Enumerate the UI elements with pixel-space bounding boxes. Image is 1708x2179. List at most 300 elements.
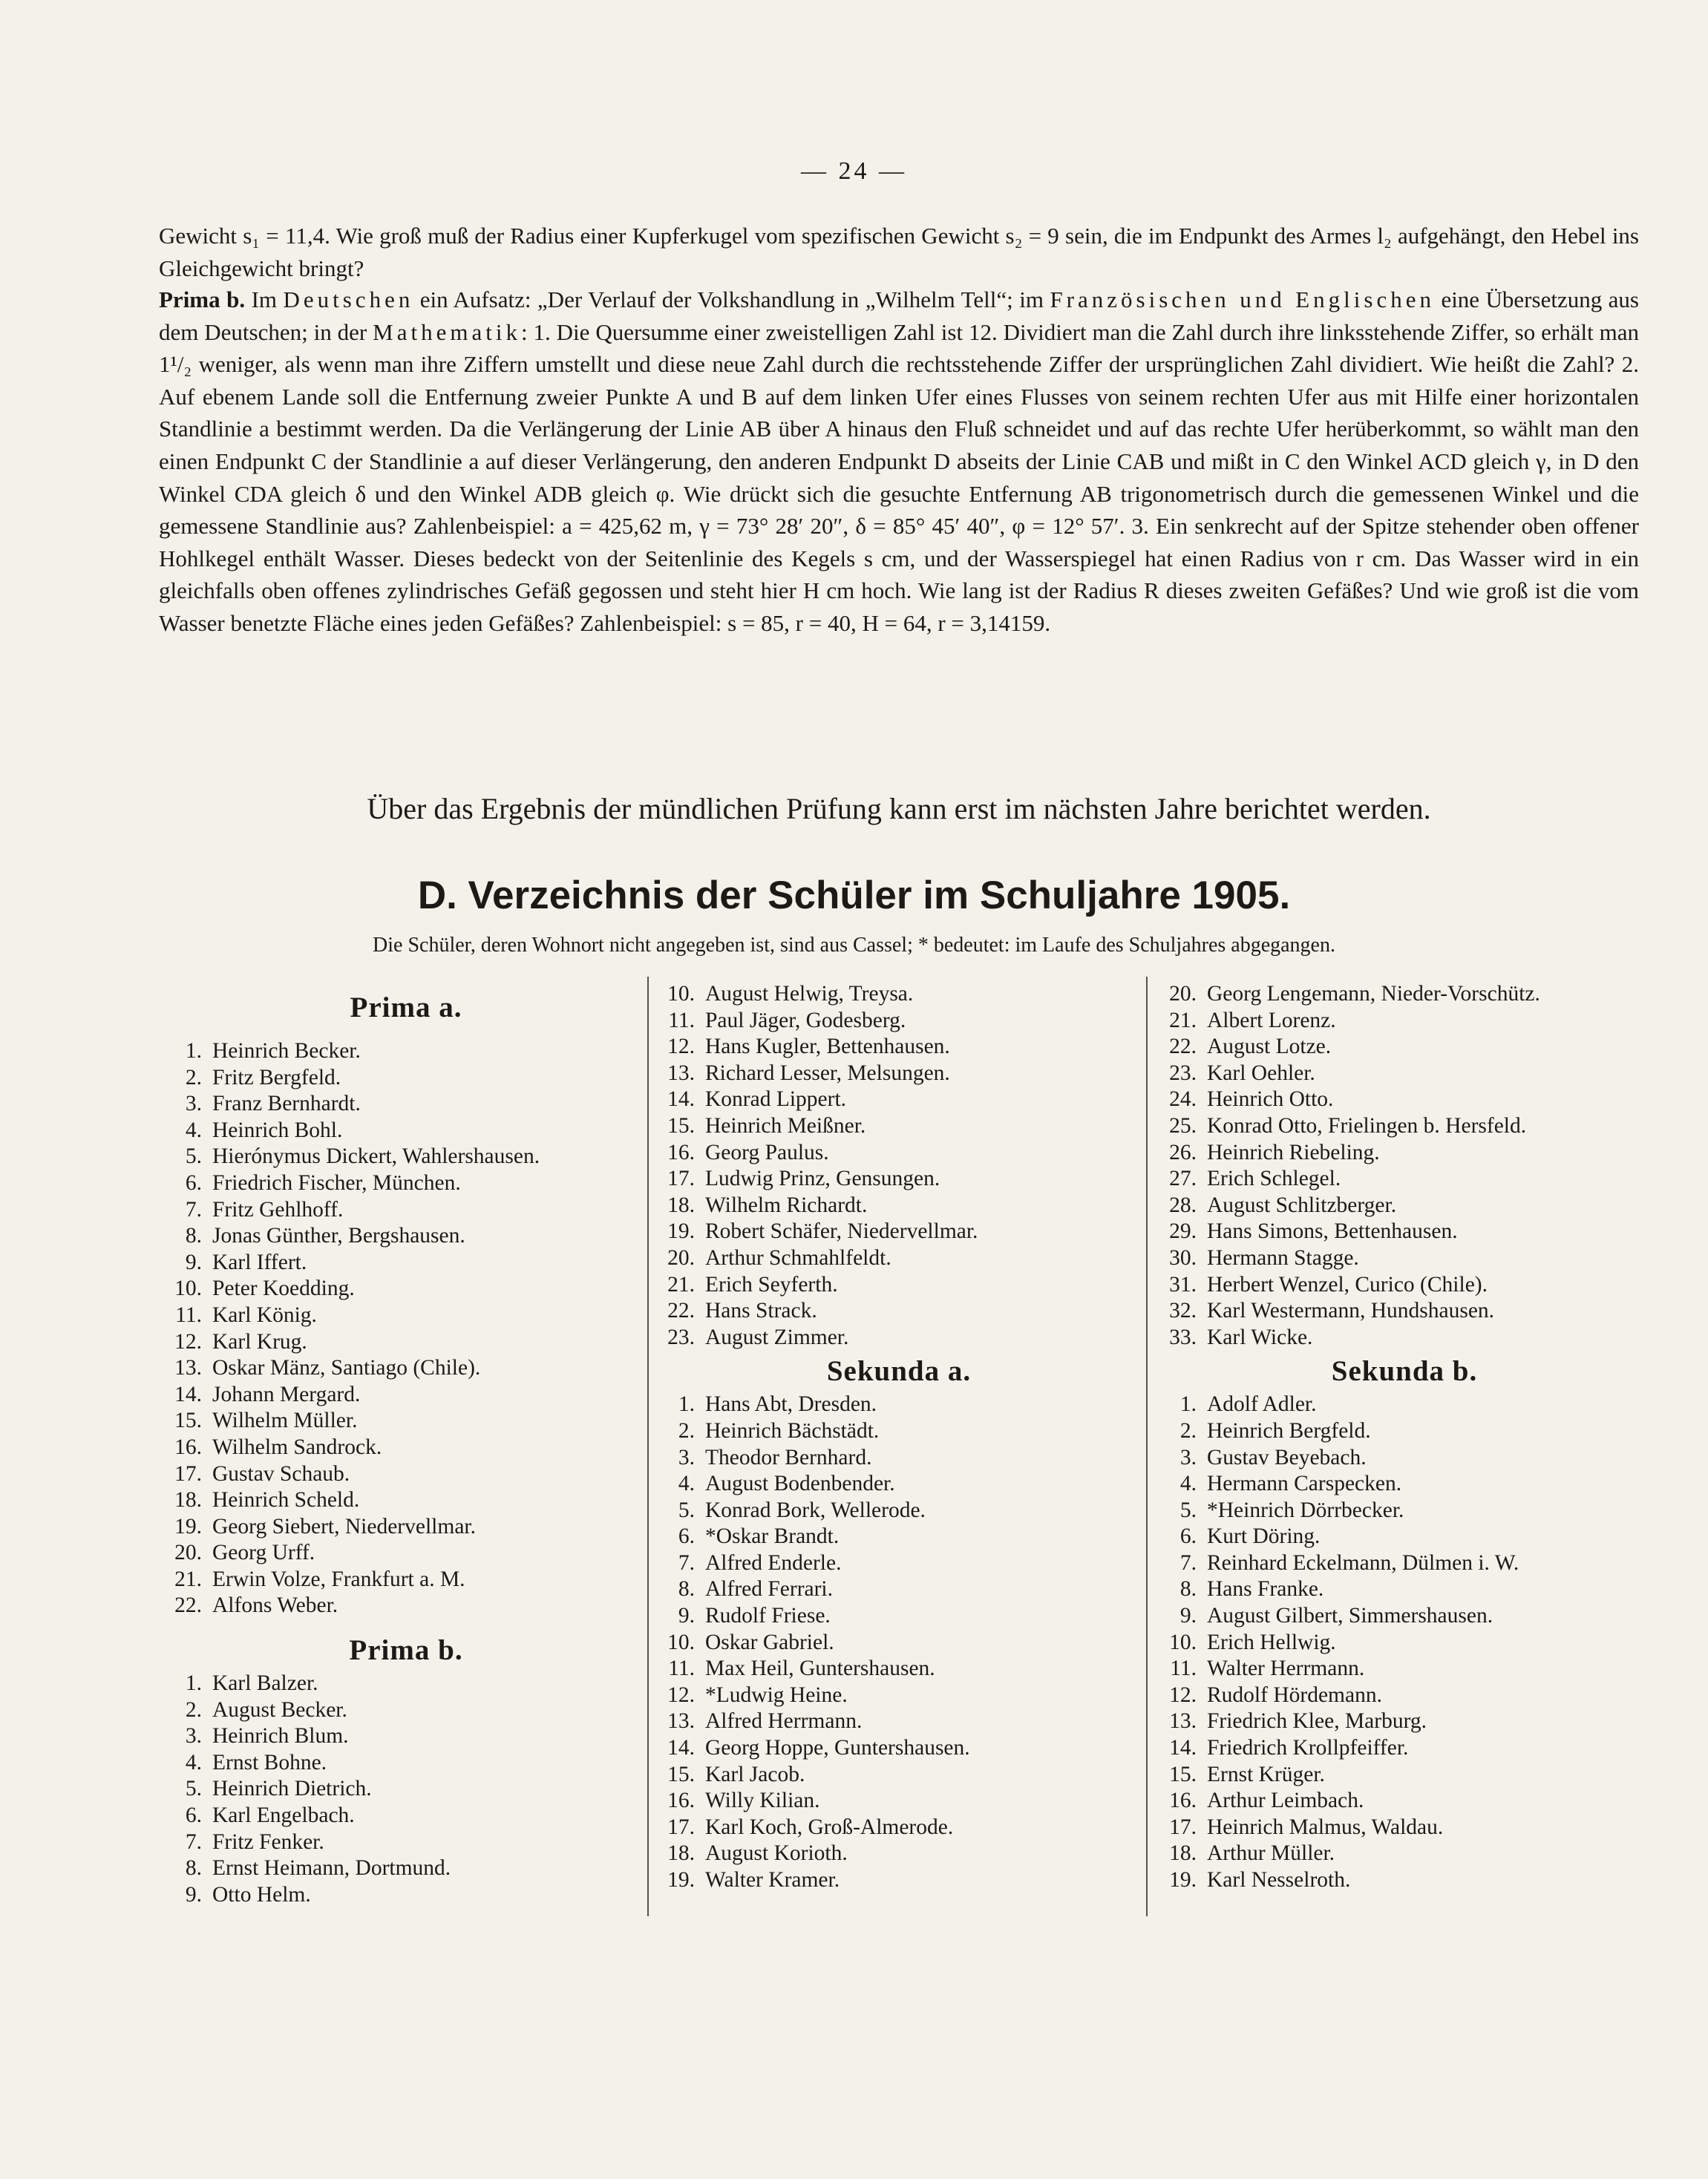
student-name: Richard Lesser, Melsungen. xyxy=(705,1061,950,1085)
student-entry xyxy=(165,1355,647,1382)
student-entry xyxy=(658,981,1140,1008)
student-entry xyxy=(658,1418,1140,1445)
subject-franz-engl: Französischen und Englischen xyxy=(1050,286,1435,312)
paragraph-text: : 1. Die Quersumme einer zweistelligen Zahl ist 12. Dividiert man die Zahl durch ihre linksstehende Ziffer, so erhält man 1¹/₂ weniger, als wenn man ihre Ziffern umstellt und diese neue Zahl durch die rechtsstehende Ziffer der ursprünglichen Zahl dividiert. Wie heißt die Zahl? 2. Auf ebenem Lande soll die Entfernung zweier Punkte A und B auf dem linken Ufer eines Flusses von seinem rechten Ufer aus mit Hilfe einer horizontalen Standlinie a bestimmt werden. Da die Verlängerung der Linie AB über A hinaus den Fluß schneidet und auf das rechte Ufer herüberkommt, so wählt man den einen Endpunkt C der Standlinie a auf dieser Verlängerung, den anderen Endpunkt D abseits der Linie CAB und mißt in C den Winkel ACD gleich γ, in D den Winkel CDA gleich δ und den Winkel ADB gleich φ. Wie drückt sich die gesuchte Entfernung AB trigonometrisch durch die gemessenen Winkel und die gemessene Standlinie aus? Zahlenbeispiel: a = 425,62 m, γ = 73° 28′ 20″, δ = 85° 45′ 40″, φ = 12° 57′. 3. Ein senkrecht auf der Spitze stehender oben offener Hohlkegel enthält Wasser. Dieses bedeckt von der Seitenlinie des Kegels s cm, und der Wasserspiegel hat einen Radius von r cm. Das Wasser wird in ein gleichfalls oben offenes zylindrisches Gefäß gegossen und steht hier H cm hoch. Wie lang ist der Radius R dieses zweiten Gefäßes? Und wie groß ist die vom Wasser benetzte Fläche eines jeden Gefäßes? Zahlenbeispiel: s = 85, r = 40, H = 64, r = 3,14159. xyxy=(159,318,1639,636)
student-entry xyxy=(165,1776,647,1803)
student-entry xyxy=(165,1750,647,1777)
paragraph-text: Im xyxy=(245,286,284,312)
entry-number: 9. xyxy=(1179,1604,1197,1628)
student-name: Heinrich Bergfeld. xyxy=(1207,1418,1371,1443)
student-name: *Ludwig Heine. xyxy=(705,1682,848,1707)
subject-deutsch: Deutschen xyxy=(283,286,414,312)
student-entry xyxy=(1159,1008,1649,1035)
entry-number: 18. xyxy=(667,1193,695,1217)
student-name: Albert Lorenz. xyxy=(1207,1008,1336,1032)
student-name: Robert Schäfer, Niedervellmar. xyxy=(705,1219,978,1244)
student-entry xyxy=(165,1487,647,1514)
entry-number: 33. xyxy=(1169,1325,1197,1349)
column-divider xyxy=(647,977,649,1916)
entry-number: 8. xyxy=(678,1577,695,1602)
student-entry xyxy=(658,1788,1140,1815)
student-entry xyxy=(658,1630,1140,1657)
student-entry xyxy=(658,1682,1140,1709)
student-entry xyxy=(165,1250,647,1277)
entry-number: 4. xyxy=(1179,1472,1197,1496)
student-name: Heinrich Bohl. xyxy=(212,1118,343,1142)
entry-number: 8. xyxy=(185,1224,202,1248)
group-heading-sekunda-b: Sekunda b. xyxy=(1331,1355,1478,1388)
student-entry xyxy=(1159,1193,1649,1219)
student-entry xyxy=(658,1841,1140,1867)
student-name: Ernst Krüger. xyxy=(1207,1762,1325,1786)
student-entry xyxy=(658,1193,1140,1219)
student-name: Friedrich Fischer, München. xyxy=(212,1170,461,1195)
student-entry xyxy=(658,1140,1140,1167)
student-list-sekunda-a-cont xyxy=(1159,981,1649,1351)
entry-number: 16. xyxy=(174,1435,202,1459)
student-name: Reinhard Eckelmann, Dülmen i. W. xyxy=(1207,1550,1519,1575)
student-name: Oskar Gabriel. xyxy=(705,1630,834,1654)
student-entry xyxy=(1159,1445,1649,1472)
entry-number: 23. xyxy=(1169,1061,1197,1085)
student-name: Arthur Leimbach. xyxy=(1207,1789,1364,1813)
exam-paragraph-physics: Gewicht s₁ = 11,4. Wie groß muß der Radius einer Kupferkugel vom spezifischen Gewicht s₂ = 9 sein, die im Endpunkt des Armes l₂ aufgehängt, den Hebel ins Gleichgewicht bringt? xyxy=(159,223,1639,281)
student-entry xyxy=(1159,1166,1649,1193)
paragraph-lead: Prima b. xyxy=(159,286,246,312)
student-entry xyxy=(165,1723,647,1750)
student-entry xyxy=(658,1392,1140,1418)
entry-number: 13. xyxy=(1169,1709,1197,1734)
student-entry xyxy=(1159,1576,1649,1603)
student-entry xyxy=(1159,1034,1649,1061)
student-name: Max Heil, Guntershausen. xyxy=(705,1657,935,1681)
student-name: August Helwig, Treysa. xyxy=(705,982,914,1006)
student-name: Wilhelm Richardt. xyxy=(705,1193,868,1217)
student-entry xyxy=(658,1603,1140,1630)
entry-number: 14. xyxy=(174,1382,202,1406)
student-name: Heinrich Riebeling. xyxy=(1207,1140,1380,1164)
student-name: Hans Franke. xyxy=(1207,1577,1324,1602)
student-list-sekunda-b xyxy=(1159,1392,1649,1893)
entry-number: 20. xyxy=(1169,982,1197,1006)
column-divider xyxy=(1146,977,1148,1916)
student-name: August Becker. xyxy=(212,1697,347,1722)
student-entry xyxy=(165,1697,647,1724)
student-name: Karl Westermann, Hundshausen. xyxy=(1207,1299,1495,1323)
student-entry xyxy=(1159,1735,1649,1762)
student-name: Fritz Fenker. xyxy=(212,1829,324,1854)
student-entry xyxy=(1159,1219,1649,1245)
entry-number: 21. xyxy=(667,1272,695,1297)
entry-number: 5. xyxy=(185,1777,202,1801)
entry-number: 15. xyxy=(1169,1762,1197,1786)
student-name: Willy Kilian. xyxy=(705,1789,820,1813)
student-entry xyxy=(1159,1471,1649,1498)
student-name: August Lotze. xyxy=(1207,1035,1332,1059)
entry-number: 10. xyxy=(174,1277,202,1301)
entry-number: 1. xyxy=(678,1392,695,1417)
group-heading-prima-a: Prima a. xyxy=(350,992,462,1023)
student-name: August Gilbert, Simmershausen. xyxy=(1207,1604,1493,1628)
student-entry xyxy=(165,1435,647,1461)
entry-number: 1. xyxy=(185,1671,202,1696)
student-entry xyxy=(1159,1630,1649,1657)
student-entry xyxy=(658,1550,1140,1577)
student-entry xyxy=(165,1329,647,1356)
entry-number: 12. xyxy=(1169,1682,1197,1707)
student-entry xyxy=(1159,1298,1649,1325)
student-name: August Korioth. xyxy=(705,1841,848,1866)
student-entry xyxy=(165,1276,647,1303)
entry-number: 14. xyxy=(667,1736,695,1760)
student-entry xyxy=(165,1197,647,1224)
student-entry xyxy=(1159,1682,1649,1709)
entry-number: 3. xyxy=(678,1445,695,1469)
student-name: August Schlitzberger. xyxy=(1207,1193,1397,1217)
student-entry xyxy=(1159,1272,1649,1299)
student-name: Alfred Enderle. xyxy=(705,1550,842,1575)
student-entry xyxy=(658,1524,1140,1550)
student-name: Heinrich Otto. xyxy=(1207,1087,1334,1112)
entry-number: 14. xyxy=(667,1087,695,1112)
student-name: Theodor Bernhard. xyxy=(705,1445,872,1469)
student-name: Karl Jacob. xyxy=(705,1762,805,1786)
student-entry xyxy=(1159,1815,1649,1841)
student-entry xyxy=(1159,1061,1649,1087)
entry-number: 6. xyxy=(185,1170,202,1195)
entry-number: 32. xyxy=(1169,1299,1197,1323)
student-name: Georg Siebert, Niedervellmar. xyxy=(212,1514,476,1539)
student-name: Ernst Bohne. xyxy=(212,1750,327,1775)
student-entry xyxy=(658,1245,1140,1272)
entry-number: 2. xyxy=(185,1697,202,1722)
entry-number: 7. xyxy=(185,1829,202,1854)
student-name: Rudolf Friese. xyxy=(705,1604,831,1628)
entry-number: 22. xyxy=(1169,1035,1197,1059)
student-name: Heinrich Malmus, Waldau. xyxy=(1207,1815,1444,1839)
student-entry xyxy=(1159,1325,1649,1351)
student-entry xyxy=(658,1735,1140,1762)
entry-number: 31. xyxy=(1169,1272,1197,1297)
entry-number: 6. xyxy=(185,1803,202,1828)
student-name: Karl Balzer. xyxy=(212,1671,318,1696)
entry-number: 17. xyxy=(174,1461,202,1486)
student-name: Rudolf Hördemann. xyxy=(1207,1682,1382,1707)
student-entry xyxy=(658,1034,1140,1061)
entry-number: 16. xyxy=(667,1789,695,1813)
entry-number: 17. xyxy=(667,1815,695,1839)
entry-number: 5. xyxy=(678,1498,695,1522)
entry-number: 3. xyxy=(185,1092,202,1116)
student-name: Franz Bernhardt. xyxy=(212,1092,361,1116)
entry-number: 10. xyxy=(1169,1630,1197,1654)
student-name: Erich Schlegel. xyxy=(1207,1167,1341,1191)
student-name: Karl Wicke. xyxy=(1207,1325,1313,1349)
paragraph-text: ein Aufsatz: „Der Verlauf der Volkshandlung in „Wilhelm Tell“; im xyxy=(413,286,1050,312)
entry-number: 15. xyxy=(667,1113,695,1138)
student-name: Konrad Lippert. xyxy=(705,1087,847,1112)
student-name: Karl Nesselroth. xyxy=(1207,1868,1351,1892)
entry-number: 5. xyxy=(185,1144,202,1169)
student-entry xyxy=(1159,1550,1649,1577)
student-entry xyxy=(1159,1087,1649,1113)
entry-number: 12. xyxy=(174,1329,202,1354)
entry-number: 20. xyxy=(174,1541,202,1565)
student-name: Johann Mergard. xyxy=(212,1382,361,1406)
student-entry xyxy=(165,1567,647,1593)
student-entry xyxy=(658,1576,1140,1603)
student-entry xyxy=(658,1815,1140,1841)
student-name: Karl Krug. xyxy=(212,1329,307,1354)
student-name: Kurt Döring. xyxy=(1207,1524,1321,1549)
student-name: Fritz Gehlhoff. xyxy=(212,1197,344,1222)
student-entry xyxy=(658,1656,1140,1682)
student-name: Heinrich Bächstädt. xyxy=(705,1418,880,1443)
student-entry xyxy=(1159,1498,1649,1524)
page-number: — 24 — xyxy=(801,157,907,185)
student-entry xyxy=(165,1855,647,1882)
entry-number: 17. xyxy=(1169,1815,1197,1839)
student-name: Paul Jäger, Godesberg. xyxy=(705,1008,906,1032)
entry-number: 23. xyxy=(667,1325,695,1349)
student-name: Herbert Wenzel, Curico (Chile). xyxy=(1207,1272,1488,1297)
entry-number: 5. xyxy=(1179,1498,1197,1522)
student-name: Konrad Otto, Frielingen b. Hersfeld. xyxy=(1207,1113,1527,1138)
student-name: Erwin Volze, Frankfurt a. M. xyxy=(212,1567,465,1591)
student-name: Wilhelm Müller. xyxy=(212,1409,358,1433)
student-entry xyxy=(165,1829,647,1856)
student-name: Arthur Schmahlfeldt. xyxy=(705,1245,891,1270)
student-entry xyxy=(165,1170,647,1197)
student-entry xyxy=(165,1303,647,1329)
student-entry xyxy=(1159,1245,1649,1272)
student-entry xyxy=(1159,1762,1649,1789)
student-name: Walter Kramer. xyxy=(705,1868,840,1892)
student-name: Gustav Beyebach. xyxy=(1207,1445,1367,1469)
student-entry xyxy=(165,1382,647,1409)
entry-number: 11. xyxy=(175,1303,202,1327)
student-name: Jonas Günther, Bergshausen. xyxy=(212,1224,465,1248)
entry-number: 10. xyxy=(667,982,695,1006)
student-name: Karl Oehler. xyxy=(1207,1061,1315,1085)
entry-number: 21. xyxy=(174,1567,202,1591)
student-entry xyxy=(1159,1867,1649,1894)
student-name: Karl Engelbach. xyxy=(212,1803,355,1828)
student-name: Karl König. xyxy=(212,1303,317,1327)
entry-number: 7. xyxy=(185,1197,202,1222)
student-entry xyxy=(658,1325,1140,1351)
student-entry xyxy=(1159,1524,1649,1550)
entry-number: 12. xyxy=(667,1682,695,1707)
entry-number: 2. xyxy=(185,1065,202,1090)
entry-number: 13. xyxy=(174,1356,202,1380)
student-entry xyxy=(1159,1113,1649,1140)
student-entry xyxy=(1159,1140,1649,1167)
student-name: *Heinrich Dörrbecker. xyxy=(1207,1498,1404,1522)
student-list-prima-a xyxy=(165,1038,647,1619)
student-entry xyxy=(165,1514,647,1541)
entry-number: 8. xyxy=(1179,1577,1197,1602)
entry-number: 15. xyxy=(667,1762,695,1786)
subject-mathe: Mathematik xyxy=(373,318,521,345)
student-name: Heinrich Meißner. xyxy=(705,1113,866,1138)
entry-number: 16. xyxy=(667,1140,695,1164)
student-name: Gustav Schaub. xyxy=(212,1461,350,1486)
entry-number: 7. xyxy=(1179,1550,1197,1575)
student-entry xyxy=(658,1061,1140,1087)
student-name: Heinrich Blum. xyxy=(212,1724,349,1749)
entry-number: 1. xyxy=(185,1039,202,1063)
entry-number: 15. xyxy=(174,1409,202,1433)
student-name: Georg Lengemann, Nieder-Vorschütz. xyxy=(1207,982,1540,1006)
group-heading-prima-b: Prima b. xyxy=(349,1634,463,1667)
student-entry xyxy=(165,1882,647,1909)
student-name: August Bodenbender. xyxy=(705,1472,895,1496)
student-entry xyxy=(165,1091,647,1118)
student-entry xyxy=(1159,1841,1649,1867)
entry-number: 4. xyxy=(185,1118,202,1142)
student-name: Hermann Carspecken. xyxy=(1207,1472,1402,1496)
entry-number: 27. xyxy=(1169,1167,1197,1191)
entry-number: 10. xyxy=(667,1630,695,1654)
entry-number: 4. xyxy=(185,1750,202,1775)
student-name: Hans Kugler, Bettenhausen. xyxy=(705,1035,950,1059)
entry-number: 6. xyxy=(1179,1524,1197,1549)
student-entry xyxy=(658,1762,1140,1789)
student-name: Friedrich Krollpfeiffer. xyxy=(1207,1736,1409,1760)
student-entry xyxy=(658,1471,1140,1498)
section-heading: D. Verzeichnis der Schüler im Schuljahre 1905. xyxy=(417,874,1291,917)
student-name: Walter Herrmann. xyxy=(1207,1657,1365,1681)
student-name: Georg Paulus. xyxy=(705,1140,829,1164)
entry-number: 22. xyxy=(667,1299,695,1323)
student-entry xyxy=(1159,1656,1649,1682)
student-name: Ludwig Prinz, Gensungen. xyxy=(705,1167,940,1191)
student-name: August Zimmer. xyxy=(705,1325,849,1349)
student-entry xyxy=(658,1113,1140,1140)
student-entry xyxy=(658,1867,1140,1894)
column-3 xyxy=(1159,981,1649,1894)
entry-number: 18. xyxy=(667,1841,695,1866)
entry-number: 26. xyxy=(1169,1140,1197,1164)
entry-number: 2. xyxy=(678,1418,695,1443)
paragraph-text: eine Übersetzung aus dem Deutschen; in der xyxy=(159,286,1639,345)
student-name: Fritz Bergfeld. xyxy=(212,1065,341,1090)
entry-number: 18. xyxy=(174,1488,202,1513)
student-entry xyxy=(165,1118,647,1144)
legend-note: Die Schüler, deren Wohnort nicht angegeben ist, sind aus Cassel; * bedeutet: im Laufe des Schuljahres abgegangen. xyxy=(373,934,1335,957)
student-entry xyxy=(1159,1788,1649,1815)
student-entry xyxy=(165,1461,647,1488)
entry-number: 28. xyxy=(1169,1193,1197,1217)
entry-number: 11. xyxy=(668,1657,695,1681)
student-name: Oskar Mänz, Santiago (Chile). xyxy=(212,1356,481,1380)
entry-number: 8. xyxy=(185,1856,202,1881)
student-name: Ernst Heimann, Dortmund. xyxy=(212,1856,451,1881)
student-name: Alfons Weber. xyxy=(212,1593,338,1618)
student-name: Alfred Herrmann. xyxy=(705,1709,863,1734)
student-entry xyxy=(658,1498,1140,1524)
entry-number: 20. xyxy=(667,1245,695,1270)
column-2 xyxy=(658,981,1140,1894)
student-list-sekunda-a xyxy=(658,1392,1140,1893)
entry-number: 3. xyxy=(185,1724,202,1749)
entry-number: 24. xyxy=(1169,1087,1197,1112)
entry-number: 19. xyxy=(174,1514,202,1539)
entry-number: 11. xyxy=(668,1008,695,1032)
student-name: Georg Hoppe, Guntershausen. xyxy=(705,1736,970,1760)
student-entry xyxy=(658,1272,1140,1299)
student-name: Erich Seyferth. xyxy=(705,1272,838,1297)
exam-paragraph-prima-b xyxy=(159,284,1639,640)
entry-number: 9. xyxy=(185,1250,202,1274)
column-1 xyxy=(165,981,647,1908)
student-name: Hermann Stagge. xyxy=(1207,1245,1359,1270)
entry-number: 14. xyxy=(1169,1736,1197,1760)
student-name: Hans Simons, Bettenhausen. xyxy=(1207,1219,1458,1244)
student-name: Arthur Müller. xyxy=(1207,1841,1335,1866)
entry-number: 22. xyxy=(174,1593,202,1618)
student-list-prima-b xyxy=(165,1671,647,1908)
entry-number: 9. xyxy=(678,1604,695,1628)
student-name: Wilhelm Sandrock. xyxy=(212,1435,382,1459)
student-entry xyxy=(1159,1708,1649,1735)
student-name: Georg Urff. xyxy=(212,1541,315,1565)
student-entry xyxy=(165,1671,647,1697)
entry-number: 11. xyxy=(1170,1657,1197,1681)
student-entry xyxy=(1159,1392,1649,1418)
student-name: Hierónymus Dickert, Wahlershausen. xyxy=(212,1144,540,1169)
entry-number: 9. xyxy=(185,1882,202,1907)
student-entry xyxy=(165,1593,647,1619)
student-name: Heinrich Dietrich. xyxy=(212,1777,372,1801)
student-name: Karl Koch, Groß-Almerode. xyxy=(705,1815,954,1839)
entry-number: 4. xyxy=(678,1472,695,1496)
student-name: Erich Hellwig. xyxy=(1207,1630,1336,1654)
entry-number: 25. xyxy=(1169,1113,1197,1138)
student-entry xyxy=(658,1008,1140,1035)
entry-number: 16. xyxy=(1169,1789,1197,1813)
student-name: Alfred Ferrari. xyxy=(705,1577,834,1602)
student-name: Hans Abt, Dresden. xyxy=(705,1392,877,1417)
entry-number: 19. xyxy=(1169,1868,1197,1892)
student-entry xyxy=(165,1065,647,1092)
student-entry xyxy=(1159,1603,1649,1630)
entry-number: 19. xyxy=(667,1868,695,1892)
student-entry xyxy=(165,1223,647,1250)
student-name: Heinrich Scheld. xyxy=(212,1488,360,1513)
student-name: Heinrich Becker. xyxy=(212,1039,361,1063)
result-statement: Über das Ergebnis der mündlichen Prüfung kann erst im nächsten Jahre berichtet werden. xyxy=(367,792,1431,825)
student-entry xyxy=(165,1540,647,1567)
entry-number: 21. xyxy=(1169,1008,1197,1032)
student-entry xyxy=(658,1708,1140,1735)
entry-number: 3. xyxy=(1179,1445,1197,1469)
entry-number: 1. xyxy=(1179,1392,1197,1417)
student-entry xyxy=(658,1219,1140,1245)
student-entry xyxy=(1159,981,1649,1008)
student-entry xyxy=(165,1144,647,1170)
student-entry xyxy=(658,1166,1140,1193)
student-name: Hans Strack. xyxy=(705,1299,817,1323)
student-name: Adolf Adler. xyxy=(1207,1392,1317,1417)
student-name: *Oskar Brandt. xyxy=(705,1524,840,1549)
entry-number: 29. xyxy=(1169,1219,1197,1244)
student-entry xyxy=(658,1445,1140,1472)
entry-number: 18. xyxy=(1169,1841,1197,1866)
student-entry xyxy=(1159,1418,1649,1445)
student-list-prima-b-cont xyxy=(658,981,1140,1351)
